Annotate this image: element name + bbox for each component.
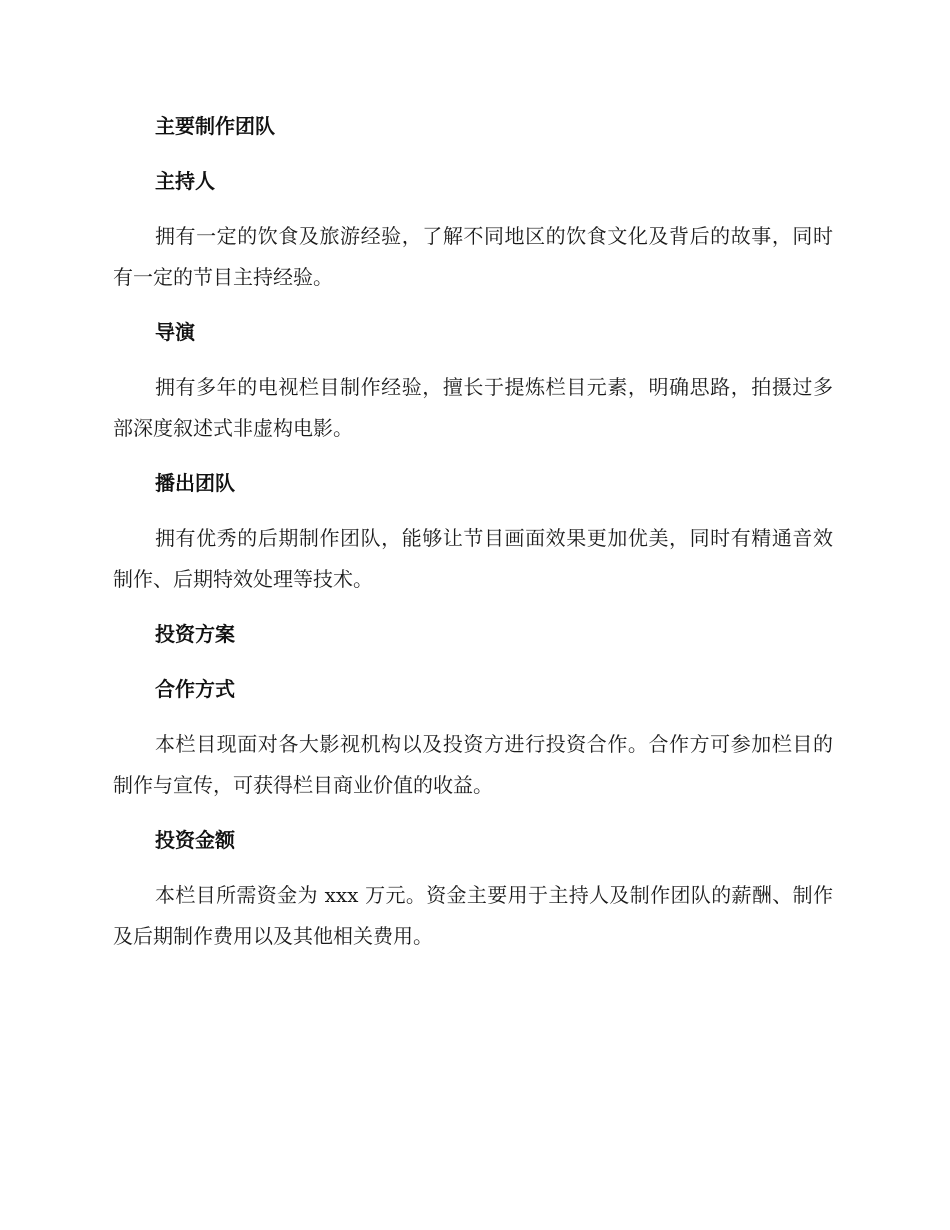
section-heading-broadcast-team: 播出团队 [155,471,235,495]
section-heading-cooperation: 合作方式 [155,677,235,701]
paragraph-cooperation: 本栏目现面对各大影视机构以及投资方进行投资合作。合作方可参加栏目的制作与宣传，可获得栏目商业价值的收益。 [113,732,833,797]
section-heading-main-team: 主要制作团队 [155,114,275,138]
section-heading-director: 导演 [155,320,195,344]
section-heading-host: 主持人 [155,169,215,193]
section-heading-investment-plan: 投资方案 [155,622,235,646]
document-page [113,106,833,971]
paragraph-director: 拥有多年的电视栏目制作经验，擅长于提炼栏目元素，明确思路，拍摄过多部深度叙述式非虚构电影。 [113,375,833,440]
paragraph-investment-amount: 本栏目所需资金为 xxx 万元。资金主要用于主持人及制作团队的薪酬、制作及后期制作费用以及其他相关费用。 [113,883,833,948]
section-heading-investment-amount: 投资金额 [155,828,235,852]
paragraph-host: 拥有一定的饮食及旅游经验，了解不同地区的饮食文化及背后的故事，同时有一定的节目主持经验。 [113,224,833,289]
paragraph-broadcast-team: 拥有优秀的后期制作团队，能够让节目画面效果更加优美，同时有精通音效制作、后期特效处理等技术。 [113,526,833,591]
